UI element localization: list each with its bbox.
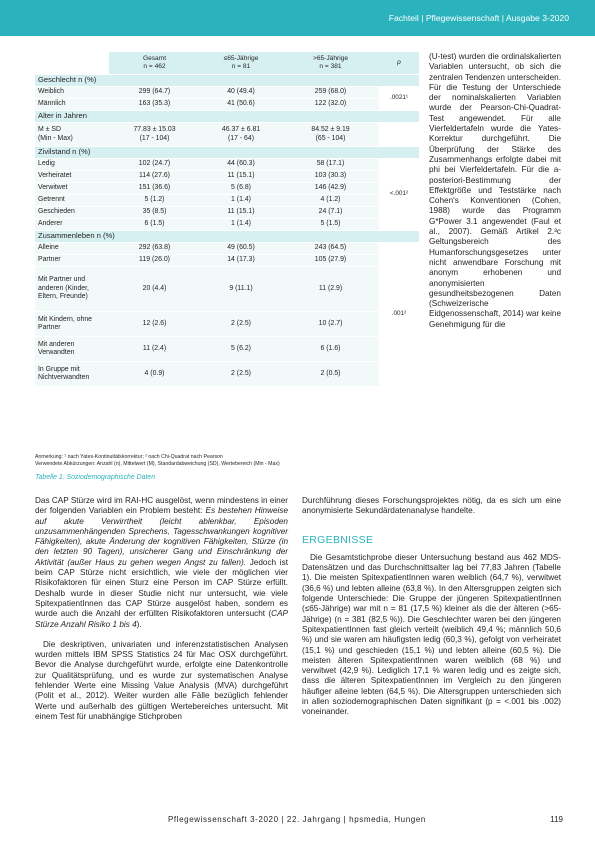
row-label: Mit Kindern, ohne Partner	[35, 312, 109, 336]
cell-msd: 46.37 ± 6.81	[221, 126, 261, 134]
row-label: Mit anderen Verwandten	[35, 337, 109, 361]
cell-old: 4 (1.2)	[282, 195, 379, 206]
section-label: Zusammenleben n (%)	[35, 231, 419, 242]
cell-msd: 84.52 ± 9.19	[311, 126, 350, 134]
section-row-zivilstand	[35, 147, 419, 158]
cell-young: 44 (60.3)	[200, 159, 282, 170]
cell-total: 292 (63.8)	[109, 243, 200, 254]
cell-old: 103 (30.3)	[282, 171, 379, 182]
section-row-zusammenleben	[35, 231, 419, 242]
table-header-young	[200, 52, 282, 74]
cell-old: 6 (1.6)	[282, 337, 379, 361]
p-value-empty	[379, 123, 419, 146]
table-row	[35, 255, 419, 266]
cell-young: 49 (60.5)	[200, 243, 282, 254]
cell-minmax: (17 - 64)	[227, 134, 255, 142]
left-column-text	[35, 496, 288, 722]
table-row	[35, 195, 419, 206]
table-footnote-line: Verwendete Abkürzungen: Anzahl (n), Mittelwert (M), Standardabweichung (SD), Wertebereich (Min - Max)	[35, 461, 280, 467]
text-span: ).	[136, 619, 142, 629]
table-row	[35, 171, 419, 182]
text-span: Das CAP Stürze wird im RAI-HC ausgelöst, wenn mindestens in einer der folgenden Variablen ein Problem besteht:	[35, 496, 288, 516]
cell-minmax: (17 - 104)	[139, 134, 170, 142]
cell-old	[282, 123, 379, 146]
row-label	[35, 123, 109, 146]
cell-young: 1 (1.4)	[200, 219, 282, 230]
table-footnote	[35, 454, 419, 468]
right-column-upper-text	[429, 52, 561, 330]
p-value-geschlecht: .0021¹	[379, 87, 419, 110]
table-header-row	[35, 52, 419, 74]
row-label: Mit Partner und anderen (Kinder, Eltern, Freunde)	[35, 267, 109, 311]
row-label-minmax: (Min - Max)	[38, 134, 73, 142]
section-label: Zivilstand n (%)	[35, 147, 419, 158]
cell-total: 6 (1.5)	[109, 219, 200, 230]
table-header-blank	[35, 52, 109, 74]
table-row	[35, 243, 419, 254]
cell-old: 24 (7.1)	[282, 207, 379, 218]
paragraph: (U-test) wurden die ordinalskalierten Variablen untersucht, ob sich die zentralen Tendenzen unterscheiden. Für die Testung der Unterschiede der nominalskalierten Variablen wurde der Pearson-Chi-Quadrat-Test angewendet. Für alle Vierfeldertafeln wurde die Yates-Korrektur durchgeführt. Die Überprüfung der Stärke des Zusammenhangs erfolgte dabei mit phi bei Vierfeldertafeln. Für die a-posteriori-Bestimmung der Effektgröße und Teststärke nach Cohen's Konventionen (Cohen, 1988) wurde das Programm G*Power 3.1 angewendet (Faul et al., 2007). Gemäß Artikel 2.³c Geltungsbereich des Humanforschungsgesetzes unter nicht anwendbare Forschung mit anonym erhobenen und anonymisierten gesundheitsbezogenen Daten (Schweizerische Eidgenossenschaft, 2014) war keine Genehmigung für die	[429, 52, 561, 329]
cell-young: 2 (2.5)	[200, 312, 282, 336]
table-row	[35, 337, 419, 361]
cell-young: 1 (1.4)	[200, 195, 282, 206]
cell-old: 58 (17.1)	[282, 159, 379, 170]
p-value-zivilstand: <.001²	[379, 159, 419, 230]
section-label: Geschlecht n (%)	[35, 75, 419, 86]
table-row	[35, 312, 419, 336]
cell-total: 11 (2.4)	[109, 337, 200, 361]
cell-total: 102 (24.7)	[109, 159, 200, 170]
cell-old: 11 (2.9)	[282, 267, 379, 311]
table-caption: Tabelle 1: Soziodemographische Daten	[35, 474, 156, 481]
journal-header-bar	[0, 0, 595, 36]
journal-header-text: Fachteil | Pflegewissenschaft | Ausgabe 3-2020	[388, 13, 569, 23]
cell-old: 122 (32.0)	[282, 99, 379, 110]
cell-old: 243 (64.5)	[282, 243, 379, 254]
row-label: Männlich	[35, 99, 109, 110]
cell-young: 5 (6.2)	[200, 337, 282, 361]
table-row	[35, 219, 419, 230]
cell-old: 105 (27.9)	[282, 255, 379, 266]
cell-young	[200, 123, 282, 146]
cell-young: 5 (6.8)	[200, 183, 282, 194]
text-span-italic: CAP Stürze Anzahl Risiko 1 bis 4	[35, 609, 288, 629]
row-label: Partner	[35, 255, 109, 266]
cell-total: 151 (36.6)	[109, 183, 200, 194]
right-column-lower-text	[302, 496, 561, 718]
section-heading: ERGEBNISSE	[302, 533, 374, 546]
cell-young: 2 (2.5)	[200, 362, 282, 386]
cell-young: 11 (15.1)	[200, 171, 282, 182]
section-row-alter	[35, 111, 419, 122]
cell-total: 12 (2.6)	[109, 312, 200, 336]
table-header-old	[282, 52, 379, 74]
cell-old: 2 (0.5)	[282, 362, 379, 386]
row-label: Ledig	[35, 159, 109, 170]
row-label: Verwitwet	[35, 183, 109, 194]
row-label-msd: M ± SD	[38, 126, 61, 134]
paragraph: Die deskriptiven, univariaten und inferenzstatistischen Analysen wurden mittels IBM SPSS Statistics 24 für Mac OSX durchgeführt. Bevor die Analyse durchgeführt wurde, erfolgte eine Datenkontrolle zur Qualitätsprüfung, und es wurde zur systematischen Analyse fehlender Werte eine Missing Value Analysis (MVA) durchgeführt (Polit et al., 2012). Weiter wurden alle Fälle bezüglich fehlender Werte und außerhalb des gültigen Wertebereiches untersucht. Mit einem Test für unabhängige Stichproben	[35, 639, 288, 721]
table-row	[35, 159, 419, 170]
cell-total	[109, 123, 200, 146]
cell-young: 41 (50.6)	[200, 99, 282, 110]
cell-young: 11 (15.1)	[200, 207, 282, 218]
cell-msd: 77.83 ± 15.03	[133, 126, 176, 134]
table-row	[35, 123, 419, 146]
paragraph: Die Gesamtstichprobe dieser Untersuchung bestand aus 462 MDS-Datensätzen und das Durchschnittsalter lag bei 77,83 Jahren (Tabelle 1). Die meisten SpitexpatientInnen waren weiblich (64,7 %), verwitwet (36,6 %) und lebten alleine (63,8 %). In den Altersgruppen zeigten sich folgende Unterschiede: Die Gruppe der jüngeren SpitexpatientInnen (≤65-Jährige) war mit n = 81 (17,5 %) kleiner als die der älteren (>65-Jährige) (n = 381 (82,5 %)). Die Geschlechter waren bei den jüngeren SpitexpatientInnen fast gleich verteilt (weiblich 49,4 %; männlich 50,6 %) und sie waren am häufigsten ledig (60,3 %), gefolgt von verheiratet (15,1 %) und geschieden (15,1 %) und lebten alleine (60,5 %). Die meisten älteren SpitexpatientInnen waren weiblich (68 %) und verwitwet (42,9 %). Lediglich 17,1 % waren ledig und es zeigte sich, dass die älteren SpitexpatientInnen im Vergleich zu den jüngeren häufiger alleine lebten (64,5 %). Die Altersgruppen unterschieden sich in allen soziodemographischen Daten signifikant (p = <.001 bis .002) voneinander.	[302, 552, 561, 717]
table-row	[35, 362, 419, 386]
cell-young: 14 (17.3)	[200, 255, 282, 266]
cell-total: 35 (8.5)	[109, 207, 200, 218]
paragraph	[35, 496, 288, 630]
cell-total: 119 (26.0)	[109, 255, 200, 266]
cell-old: 146 (42.9)	[282, 183, 379, 194]
cell-old: 10 (2.7)	[282, 312, 379, 336]
table-row	[35, 183, 419, 194]
section-row-geschlecht	[35, 75, 419, 86]
table-row	[35, 99, 419, 110]
cell-old: 5 (1.5)	[282, 219, 379, 230]
header-total-label: Gesamt n = 462	[142, 55, 167, 70]
cell-total: 163 (35.3)	[109, 99, 200, 110]
table-row	[35, 87, 419, 98]
cell-minmax: (65 - 104)	[315, 134, 346, 142]
header-young-label: ≤65-Jährige n = 81	[223, 55, 259, 70]
section-label: Alter in Jahren	[35, 111, 419, 122]
paragraph: Durchführung dieses Forschungsprojektes nötig, da es sich um eine anonymisierte Sekundärdatenanalyse handelte.	[302, 496, 561, 516]
cell-total: 114 (27.6)	[109, 171, 200, 182]
table-row	[35, 207, 419, 218]
sociodemographic-table	[35, 51, 419, 387]
page-number: 119	[550, 815, 563, 824]
cell-total: 5 (1.2)	[109, 195, 200, 206]
row-label: Alleine	[35, 243, 109, 254]
cell-young: 9 (11.1)	[200, 267, 282, 311]
cell-total: 20 (4.4)	[109, 267, 200, 311]
row-label: Anderer	[35, 219, 109, 230]
header-p-label: p	[397, 59, 401, 67]
row-label: Geschieden	[35, 207, 109, 218]
header-old-label: >65-Jährige n = 381	[312, 55, 348, 70]
text-span-italic: Es bestehen Hinweise auf akute Verwirrtheit (leicht ablenkbar, Episoden unzusammenhängenden Sprechens, Tagesschwankungen kognitiver Fähigkeiten), akute Änderung der kognitiven Fähigkeiten, Stürze (in den letzten 90 Tagen), unsicherer Gang und Einschränkung der Aktivität (außer Haus zu gehen wegen Angst zu fallen).	[35, 506, 288, 567]
row-label: Weiblich	[35, 87, 109, 98]
table-header-total	[109, 52, 200, 74]
table-header-p	[379, 52, 419, 74]
text-span: Jedoch ist beim CAP Stürze nicht ersichtlich, wie viele der möglichen vier Risikofaktoren für einen Sturz eine Person im CAP Stürze erfüllt. Deshalb wurde in dieser Studie nicht nur untersucht, wie viele SpitexpatientInnen das CAP Stürze ausgelöst haben, sondern es wurde auch die Anzahl der erfüllten Risikofaktoren untersucht (	[35, 557, 288, 619]
footer-text: Pflegewissenschaft 3-2020 | 22. Jahrgang | hpsmedia, Hungen	[168, 815, 426, 824]
cell-old: 259 (68.0)	[282, 87, 379, 98]
row-label: Getrennt	[35, 195, 109, 206]
cell-total: 299 (64.7)	[109, 87, 200, 98]
row-label: Verheiratet	[35, 171, 109, 182]
cell-total: 4 (0.9)	[109, 362, 200, 386]
page-footer	[168, 815, 563, 824]
table-row	[35, 267, 419, 311]
table-footnote-line: Anmerkung: ¹ nach Yates-Kontinuitätskorrektur; ² nach Chi-Quadrat nach Pearson	[35, 454, 223, 460]
p-value-zusammenleben: .001²	[379, 243, 419, 386]
row-label: In Gruppe mit Nichtverwandten	[35, 362, 109, 386]
cell-young: 40 (49.4)	[200, 87, 282, 98]
